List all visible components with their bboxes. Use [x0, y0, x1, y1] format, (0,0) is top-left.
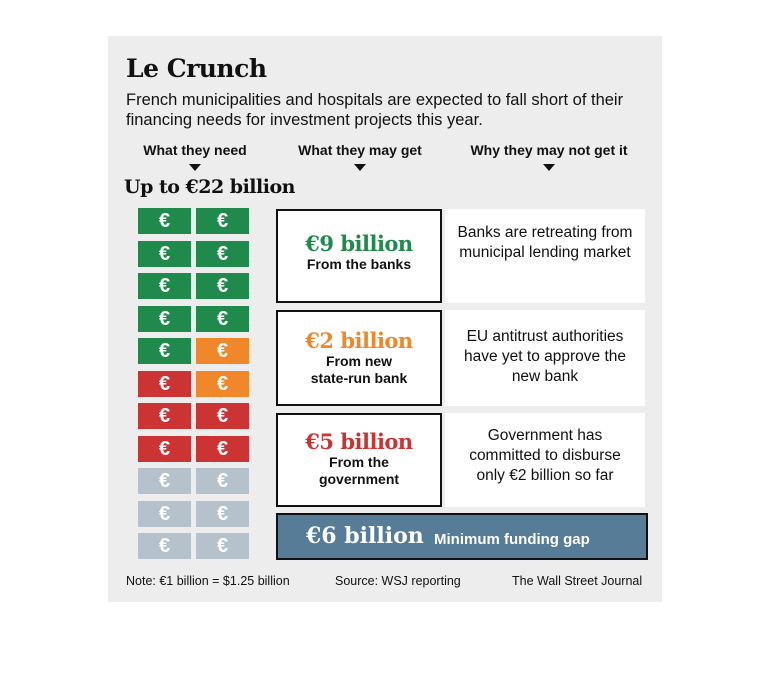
gap-amount: €6 billion [306, 523, 424, 549]
source-box-government [276, 413, 442, 507]
euro-bill-icon: € [196, 241, 249, 267]
column-head-need [132, 142, 258, 171]
euro-bill-icon: € [138, 403, 191, 429]
column-head-get-label: What they may get [298, 142, 422, 158]
euro-bill-icon: € [138, 306, 191, 332]
euro-bill-icon: € [196, 208, 249, 234]
funding-gap-box [276, 513, 648, 560]
footer-note: Note: €1 billion = $1.25 billion [126, 574, 290, 588]
euro-bill-icon: € [196, 273, 249, 299]
reason-banks: Banks are retreating from municipal lending market [445, 209, 645, 303]
column-head-need-label: What they need [143, 142, 247, 158]
euro-bill-icon: € [196, 371, 249, 397]
source-box-banks [276, 209, 442, 303]
euro-bill-icon: € [196, 338, 249, 364]
euro-bill-icon: € [138, 468, 191, 494]
arrow-down-icon [543, 164, 555, 171]
euro-bill-icon: € [196, 403, 249, 429]
graphic-subtitle: French municipalities and hospitals are expected to fall short of their financing needs for investment projects this year. [126, 91, 624, 129]
euro-bill-icon: € [138, 436, 191, 462]
euro-bill-icon: € [196, 533, 249, 559]
euro-bill-icon: € [138, 371, 191, 397]
source-box-state-bank [276, 310, 442, 406]
infographic-panel [108, 36, 662, 602]
source-amount: €2 billion [305, 328, 413, 353]
arrow-down-icon [189, 164, 201, 171]
source-amount: €9 billion [305, 231, 413, 256]
euro-bill-icon: € [138, 241, 191, 267]
euro-bill-icon: € [138, 338, 191, 364]
source-label: From the banks [306, 256, 412, 272]
euro-bill-icon: € [196, 468, 249, 494]
euro-bill-icon: € [196, 306, 249, 332]
euro-bill-icon: € [138, 208, 191, 234]
gap-label: Minimum funding gap [434, 531, 590, 548]
column-head-why-label: Why they may not get it [470, 142, 628, 158]
column-head-get [280, 142, 440, 171]
source-label: From new state-run bank [310, 353, 408, 386]
euro-bill-icon: € [138, 273, 191, 299]
need-total: Up to €22 billion [124, 176, 295, 198]
graphic-title: Le Crunch [126, 54, 267, 83]
source-label: From the government [318, 454, 400, 487]
source-amount: €5 billion [305, 429, 413, 454]
euro-bill-icon: € [196, 436, 249, 462]
euro-bill-icon: € [138, 501, 191, 527]
euro-bill-icon: € [138, 533, 191, 559]
euro-bill-icon: € [196, 501, 249, 527]
footer-credit: The Wall Street Journal [512, 574, 643, 588]
column-head-why [454, 142, 644, 171]
reason-state-bank: EU antitrust authorities have yet to approve the new bank [445, 310, 645, 406]
footer-source: Source: WSJ reporting [335, 574, 461, 588]
arrow-down-icon [354, 164, 366, 171]
reason-government: Government has committed to disburse only €2 billion so far [445, 413, 645, 507]
